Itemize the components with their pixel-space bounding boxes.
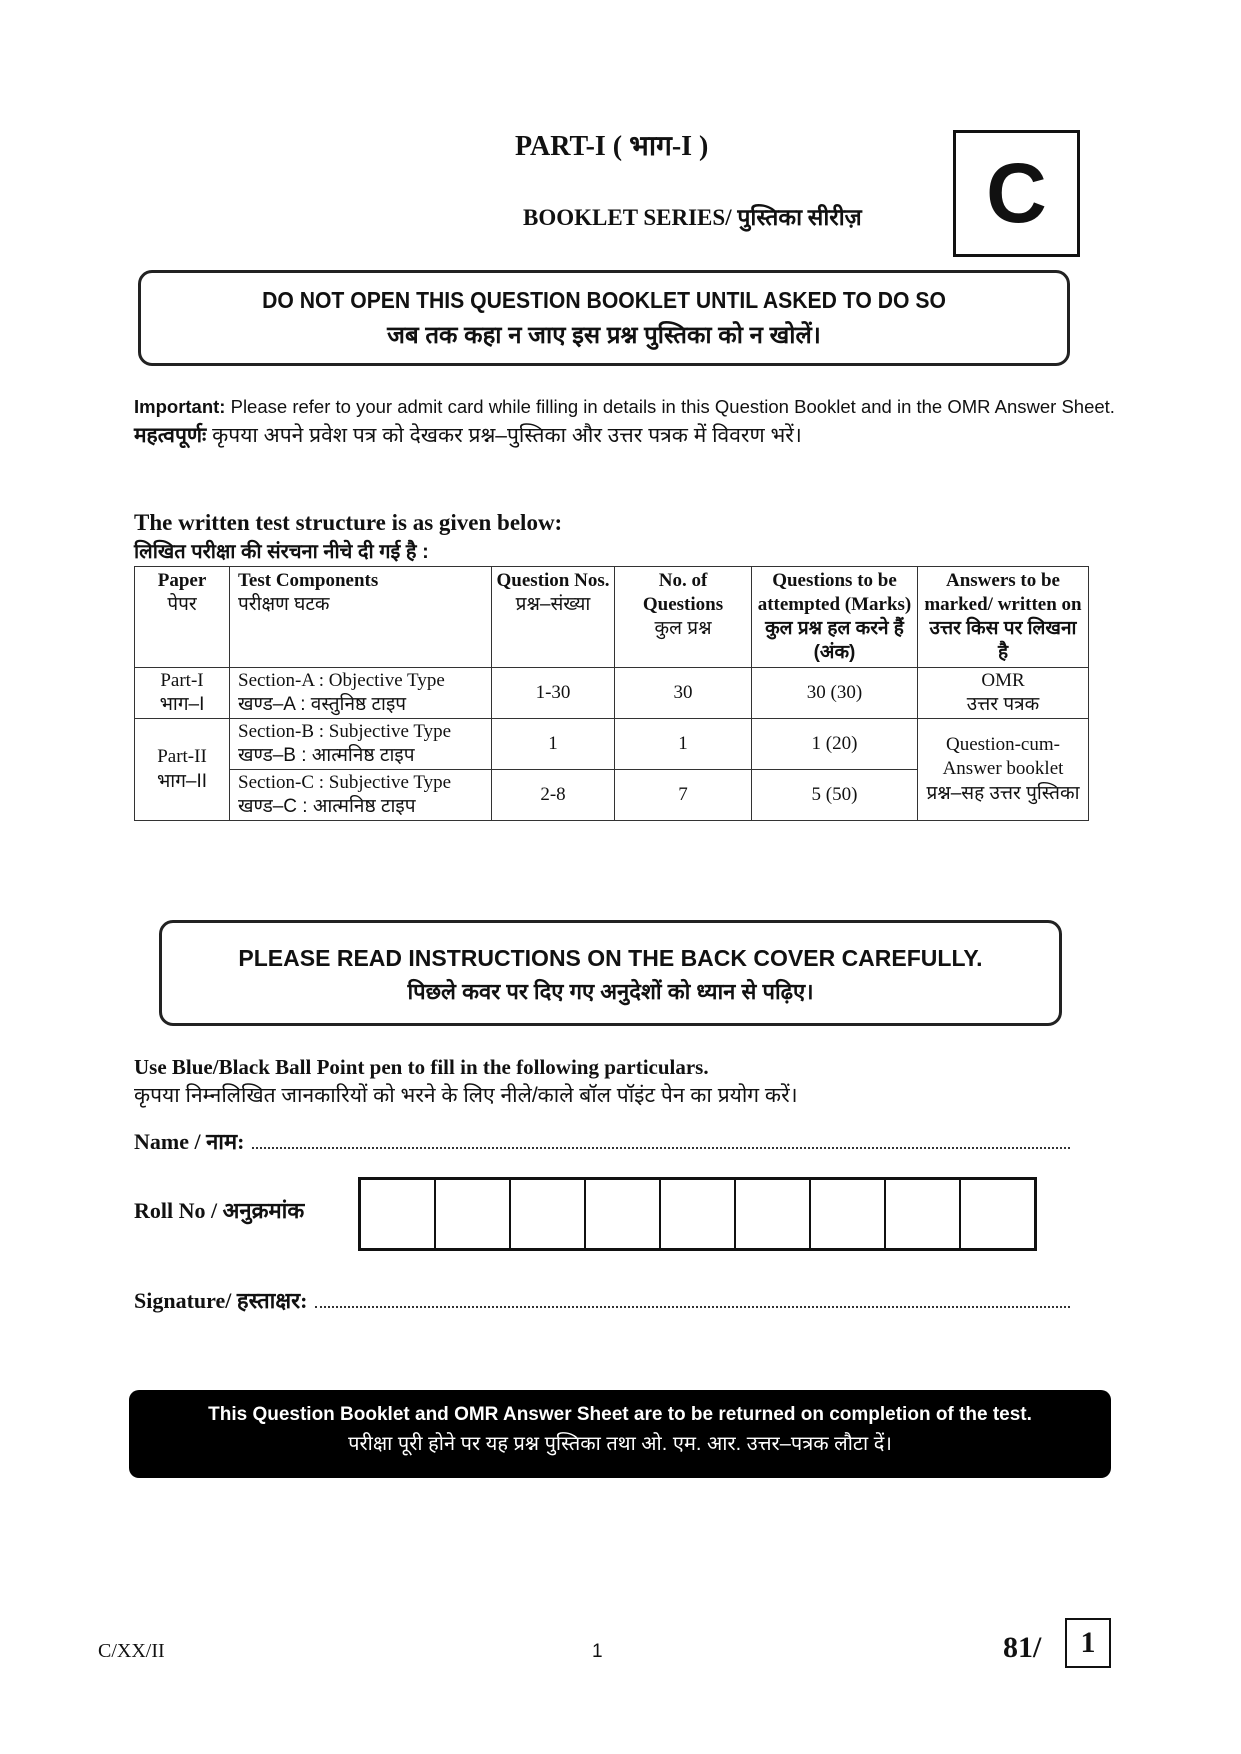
return-notice-hi: परीक्षा पूरी होने पर यह प्रश्न पुस्तिका तथा ओ. एम. आर. उत्तर–पत्रक लौटा दें। xyxy=(348,1433,892,1455)
answer-part1-cell: OMR उत्तर पत्रक xyxy=(918,667,1089,718)
structure-title-en: The written test structure is as given below: xyxy=(134,510,563,535)
roll-no-box[interactable] xyxy=(661,1180,736,1248)
part-title: PART-I ( भाग-I ) xyxy=(515,131,709,162)
name-field[interactable] xyxy=(134,1126,1070,1156)
read-instructions-en: PLEASE READ INSTRUCTIONS ON THE BACK COVER CAREFULLY. xyxy=(238,945,983,971)
roll-no-box[interactable] xyxy=(436,1180,511,1248)
do-not-open-notice xyxy=(138,270,1070,366)
roll-no-box[interactable] xyxy=(736,1180,811,1248)
roll-no-box[interactable] xyxy=(361,1180,436,1248)
paper-code: C/XX/II xyxy=(98,1640,165,1662)
booklet-series-code: C xyxy=(953,130,1080,257)
signature-dotted-line[interactable] xyxy=(315,1288,1070,1308)
header-test-components: Test Components परीक्षण घटक xyxy=(230,567,492,668)
read-instructions-notice xyxy=(159,920,1062,1026)
important-note-en xyxy=(134,396,1115,418)
read-instructions-hi: पिछले कवर पर दिए गए अनुदेशों को ध्यान से पढ़िए। xyxy=(407,979,814,1004)
roll-no-box[interactable] xyxy=(886,1180,961,1248)
signature-label: Signature/ हस्ताक्षर: xyxy=(134,1288,308,1313)
subject-code: 81/ xyxy=(1003,1631,1042,1664)
subject-code-box: 1 xyxy=(1065,1618,1111,1668)
section-b-qnos: 1 xyxy=(492,718,615,769)
answer-part2-cell: Question-cum-Answer booklet प्रश्न–सह उत्तर पुस्तिका xyxy=(918,718,1089,821)
section-c-count: 7 xyxy=(615,770,752,821)
return-notice-bar xyxy=(129,1390,1111,1478)
roll-no-box[interactable] xyxy=(511,1180,586,1248)
section-c-cell: Section-C : Subjective Type खण्ड–C : आत्मनिष्ठ टाइप xyxy=(230,770,492,821)
do-not-open-text-hi: जब तक कहा न जाए इस प्रश्न पुस्तिका को न खोलें। xyxy=(387,322,821,349)
important-label-hi: महत्वपूर्णः xyxy=(134,424,207,447)
section-a-attempt: 30 (30) xyxy=(752,667,918,718)
header-answers-marked-on: Answers to be marked/ written on उत्तर किस पर लिखना है xyxy=(918,567,1089,668)
pen-instruction-hi: कृपया निम्नलिखित जानकारियों को भरने के लिए नीले/काले बॉल पॉइंट पेन का प्रयोग करें। xyxy=(134,1084,798,1107)
important-text-en: Please refer to your admit card while filling in details in this Question Booklet and in the OMR Answer Sheet. xyxy=(230,396,1115,417)
page-number: 1 xyxy=(592,1641,603,1662)
important-text-hi: कृपया अपने प्रवेश पत्र को देखकर प्रश्न–पुस्तिका और उत्तर पत्रक में विवरण भरें। xyxy=(212,424,802,447)
section-c-qnos: 2-8 xyxy=(492,770,615,821)
section-c-attempt: 5 (50) xyxy=(752,770,918,821)
important-label-en: Important: xyxy=(134,396,226,417)
table-header-row xyxy=(135,567,1089,668)
part2-cell: Part-II भाग–II xyxy=(135,718,230,821)
part1-cell: Part-I भाग–I xyxy=(135,667,230,718)
return-notice-en: This Question Booklet and OMR Answer Sheet are to be returned on completion of the test. xyxy=(208,1404,1032,1425)
header-no-of-questions: No. of Questions कुल प्रश्न xyxy=(615,567,752,668)
section-a-count: 30 xyxy=(615,667,752,718)
pen-instruction-en: Use Blue/Black Ball Point pen to fill in the following particulars. xyxy=(134,1055,709,1079)
booklet-series-label: BOOKLET SERIES/ पुस्तिका सीरीज़ xyxy=(523,205,862,230)
do-not-open-text-en: DO NOT OPEN THIS QUESTION BOOKLET UNTIL ASKED TO DO SO xyxy=(262,287,946,313)
roll-no-box[interactable] xyxy=(811,1180,886,1248)
signature-field[interactable] xyxy=(134,1285,1070,1315)
important-note-hi xyxy=(134,421,802,449)
name-dotted-line[interactable] xyxy=(252,1129,1070,1149)
header-question-nos: Question Nos. प्रश्न–संख्या xyxy=(492,567,615,668)
roll-no-box[interactable] xyxy=(961,1180,1034,1248)
header-questions-to-attempt: Questions to be attempted (Marks) कुल प्रश्न हल करने हैं (अंक) xyxy=(752,567,918,668)
roll-no-boxes[interactable] xyxy=(358,1177,1037,1251)
structure-title-hi: लिखित परीक्षा की संरचना नीचे दी गई है : xyxy=(134,541,429,563)
section-a-cell: Section-A : Objective Type खण्ड–A : वस्तुनिष्ठ टाइप xyxy=(230,667,492,718)
header-paper: Paper पेपर xyxy=(135,567,230,668)
roll-no-label: Roll No / अनुक्रमांक xyxy=(134,1198,305,1223)
name-label: Name / नाम: xyxy=(134,1129,245,1154)
section-b-attempt: 1 (20) xyxy=(752,718,918,769)
table-row xyxy=(135,718,1089,769)
section-a-qnos: 1-30 xyxy=(492,667,615,718)
section-b-cell: Section-B : Subjective Type खण्ड–B : आत्मनिष्ठ टाइप xyxy=(230,718,492,769)
test-structure-table xyxy=(134,566,1089,821)
table-row xyxy=(135,667,1089,718)
section-b-count: 1 xyxy=(615,718,752,769)
roll-no-box[interactable] xyxy=(586,1180,661,1248)
